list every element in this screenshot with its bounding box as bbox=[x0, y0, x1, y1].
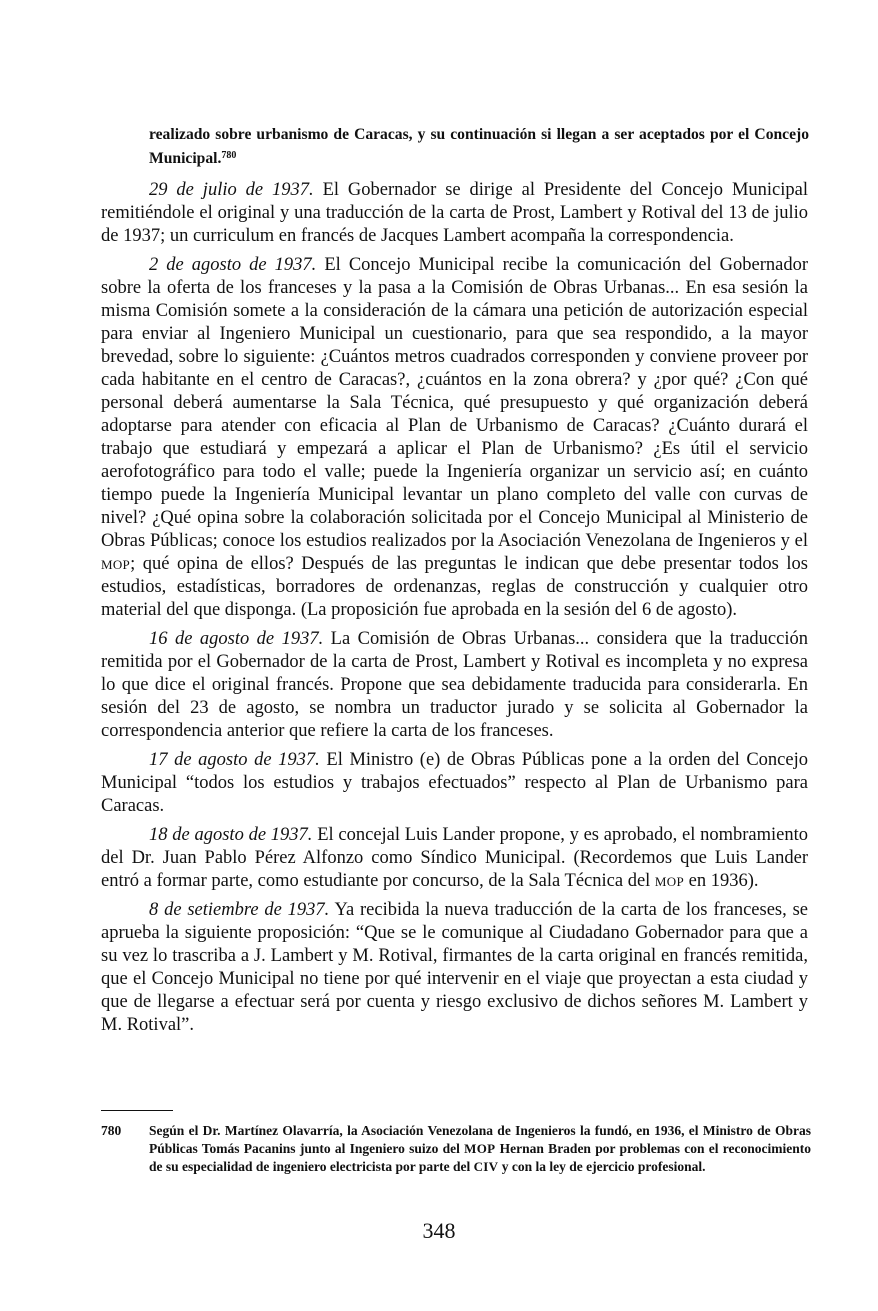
chronology-entries bbox=[101, 179, 808, 1043]
entry-1937-08-17 bbox=[101, 749, 808, 818]
footnote-text-part: Hernan Braden por problemas con el reconocimiento de su especialidad de ingeniero electricista por parte del bbox=[149, 1141, 811, 1174]
entry-date: 2 de agosto de 1937. bbox=[149, 255, 317, 275]
footnote-reference[interactable]: 780 bbox=[221, 150, 237, 161]
block-quote bbox=[149, 124, 809, 169]
footnote-divider bbox=[101, 1110, 173, 1111]
footnote-text-part: y con la ley de ejercicio profesional. bbox=[498, 1159, 706, 1174]
entry-1937-08-16 bbox=[101, 628, 808, 743]
footnote-text bbox=[149, 1122, 811, 1176]
entry-1937-09-08 bbox=[101, 899, 808, 1037]
entry-text: La Comisión de Obras Urbanas... considera que la traducción remitida por el Gobernador de la carta de Prost, Lambert y Rotival es incompleta y no expresa lo que dice el original francés. Propone que sea debidamente traducida para considerarla. En sesión del 23 de agosto, se nombra un traductor jurado y se solicita al Gobernador la correspondencia anterior que refiere la carta de los franceses. bbox=[101, 629, 808, 741]
entry-date: 16 de agosto de 1937. bbox=[149, 629, 324, 649]
entry-text: El Concejo Municipal recibe la comunicación del Gobernador sobre la oferta de los franceses y la pasa a la Comisión de Obras Urbanas... En esa sesión la misma Comisión somete a la consideración de la cámara una petición de autorización especial para enviar al Ingeniero Municipal un cuestionario, para que sea respondido, a la mayor brevedad, sobre lo siguiente: ¿Cuántos metros cuadrados corresponden y conviene proveer por cada habitante en el centro de Caracas?, ¿cuántos en la zona obrera? y ¿por qué? ¿Con qué personal deberá aumentarse la Sala Técnica, qué presupuesto y qué organización deberá adoptarse para atender con eficacia al Plan de Urbanismo de Caracas? ¿Cuánto durará el trabajo que estudiará y empezará a aplicar el Plan de Urbanismo? ¿Es útil el servicio aerofotográfico para todo el valle; puede la Ingeniería organizar un servicio así; en cuánto tiempo puede la Ingeniería Municipal levantar un plano completo del valle con curvas de nivel? ¿Qué opina sobre la colaboración solicitada por el Concejo Municipal al Ministerio de Obras Públicas; conoce los estudios realizados por la Asociación Venezolana de Ingenieros y el bbox=[101, 255, 808, 551]
abbreviation-civ: CIV bbox=[473, 1159, 499, 1174]
entry-text: El Ministro (e) de Obras Públicas pone a la orden del Concejo Municipal “todos los estudios y trabajos efectuados” respecto al Plan de Urbanismo para Caracas. bbox=[101, 750, 808, 816]
entry-date: 17 de agosto de 1937. bbox=[149, 750, 320, 770]
entry-text-continued: ; qué opina de ellos? Después de las preguntas le indican que debe presentar todos los estudios, estadísticas, borradores de ordenanzas, reglas de construcción y cualquier otro material del que disponga. (La proposición fue aprobada en la sesión del 6 de agosto). bbox=[101, 554, 808, 620]
entry-1937-07-29 bbox=[101, 179, 808, 248]
entry-1937-08-02 bbox=[101, 254, 808, 622]
entry-text: El Gobernador se dirige al Presidente del Concejo Municipal remitiéndole el original y una traducción de la carta de Prost, Lambert y Rotival del 13 de julio de 1937; un curriculum en francés de Jacques Lambert acompaña la correspondencia. bbox=[101, 180, 808, 246]
abbreviation-mop: MOP bbox=[654, 874, 684, 889]
entry-date: 18 de agosto de 1937. bbox=[149, 825, 313, 845]
entry-1937-08-18 bbox=[101, 824, 808, 893]
entry-date: 29 de julio de 1937. bbox=[149, 180, 314, 200]
abbreviation-mop: MOP bbox=[101, 557, 131, 572]
entry-text: El concejal Luis Lander propone, y es aprobado, el nombramiento del Dr. Juan Pablo Pérez Alfonzo como Síndico Municipal. (Recordemos que Luis Lander entró a formar parte, como estudiante por concurso, de la Sala Técnica del bbox=[101, 825, 808, 891]
footnote-text-part: Según el Dr. Martínez Olavarría, la Asociación Venezolana de Ingenieros la fundó, en 1936, el Ministro de Obras Públicas Tomás Pacanins junto al Ingeniero suizo del bbox=[149, 1123, 811, 1156]
entry-date: 8 de setiembre de 1937. bbox=[149, 900, 330, 920]
entry-text-continued: en 1936). bbox=[684, 871, 759, 891]
entry-text: Ya recibida la nueva traducción de la carta de los franceses, se aprueba la siguiente proposición: “Que se le comunique al Ciudadano Gobernador para que a su vez lo trascriba a J. Lambert y M. Rotival, firmantes de la carta original en francés remitida, que el Concejo Municipal no tiene por qué intervenir en el viaje que proyectan a esta ciudad y que de llegarse a efectuar será por cuenta y riesgo exclusivo de dichos señores M. Lambert y M. Rotival”. bbox=[101, 900, 808, 1035]
quote-text: realizado sobre urbanismo de Caracas, y su continuación si llegan a ser aceptados por el Concejo Municipal. bbox=[149, 126, 809, 167]
footnote-number: 780 bbox=[101, 1123, 122, 1138]
abbreviation-mop: MOP bbox=[464, 1141, 496, 1156]
page-number: 348 bbox=[422, 1218, 456, 1243]
